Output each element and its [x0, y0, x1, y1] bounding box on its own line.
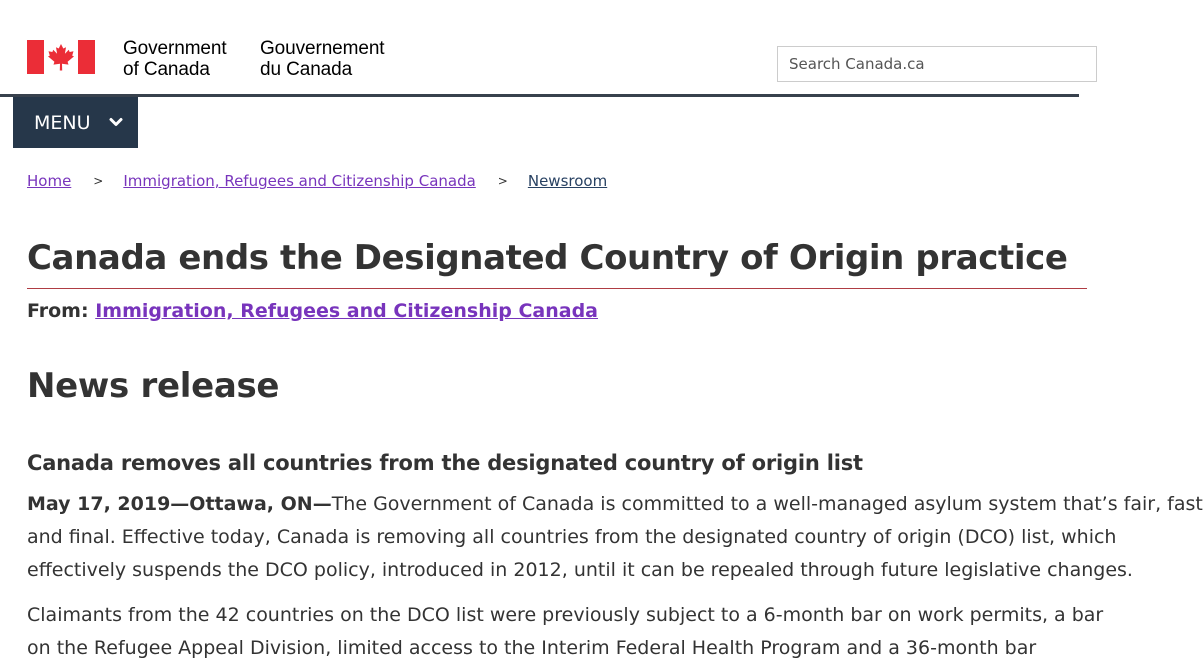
from-department-link[interactable]: Immigration, Refugees and Citizenship Canada	[95, 300, 598, 322]
signature-en-line1: Government	[123, 38, 227, 59]
breadcrumb-ircc-link[interactable]: Immigration, Refugees and Citizenship Canada	[123, 172, 476, 190]
search-input[interactable]	[777, 46, 1097, 82]
menu-button[interactable]	[13, 97, 138, 148]
menu-label: MENU	[34, 111, 91, 134]
paragraph-line: Claimants from the 42 countries on the DCO list were previously subject to a 6-month bar on work permits, a bar	[27, 604, 1104, 626]
news-subheading: Canada removes all countries from the designated country of origin list	[27, 451, 863, 475]
news-release-heading: News release	[27, 366, 280, 406]
signature-en-line2: of Canada	[123, 59, 210, 80]
header-divider	[0, 94, 1079, 97]
title-underline	[27, 288, 1087, 289]
chevron-down-icon	[109, 115, 123, 129]
body-paragraph-2	[27, 599, 1127, 665]
from-line	[27, 300, 598, 322]
breadcrumb-newsroom-link[interactable]: Newsroom	[527, 172, 608, 190]
breadcrumb-home-link[interactable]: Home	[27, 172, 72, 190]
paragraph-line: effectively suspends the DCO policy, introduced in 2012, until it can be repealed through future legislative changes.	[27, 559, 1133, 581]
paragraph-line: and final. Effective today, Canada is removing all countries from the designated country of origin (DCO) list, which	[27, 526, 1117, 548]
paragraph-text: The Government of Canada is committed to a well-managed asylum system that’s fair, fast	[331, 493, 1203, 515]
canada-flag-icon[interactable]	[27, 40, 95, 74]
signature-fr-line2: du Canada	[260, 59, 353, 80]
page-title: Canada ends the Designated Country of Origin practice	[27, 238, 1068, 278]
signature-english[interactable]	[123, 38, 227, 80]
signature-french[interactable]	[260, 38, 384, 80]
paragraph-line: on the Refugee Appeal Division, limited access to the Interim Federal Health Program and a 36-month bar	[27, 637, 1037, 659]
paragraph-line	[27, 488, 1203, 521]
breadcrumb	[27, 172, 607, 190]
breadcrumb-separator: >	[497, 174, 508, 188]
signature-fr-line1: Gouvernement	[260, 38, 385, 59]
from-label: From:	[27, 300, 89, 322]
body-paragraph-1	[27, 488, 1203, 587]
breadcrumb-separator: >	[93, 174, 104, 188]
site-header	[0, 0, 1079, 95]
dateline: May 17, 2019—Ottawa, ON—	[27, 493, 332, 515]
